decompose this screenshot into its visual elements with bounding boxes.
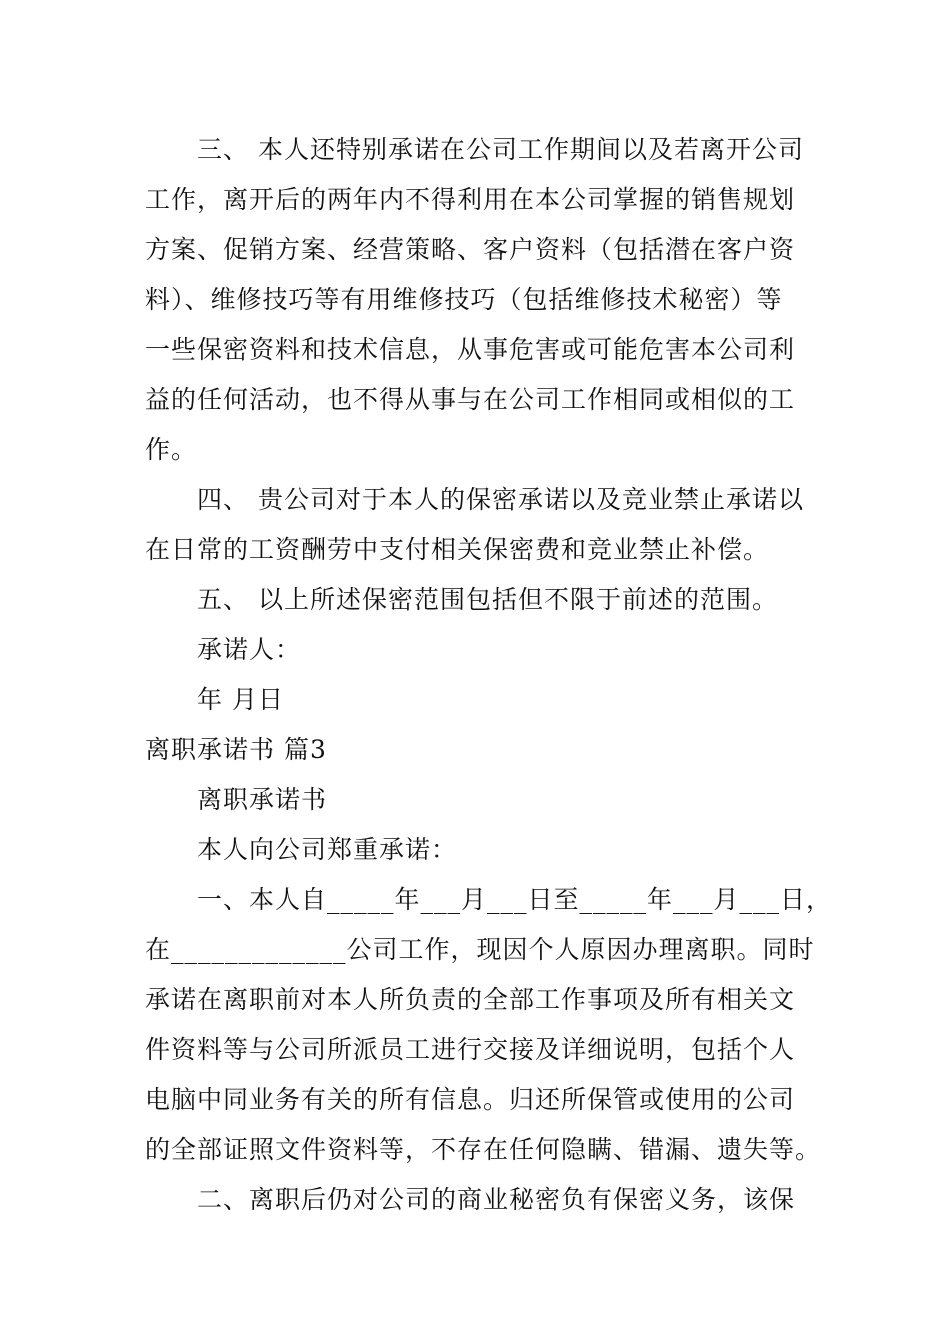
paragraph-5-line-1: 五、 以上所述保密范围包括但不限于前述的范围。 (197, 585, 778, 614)
paragraph-4-line-2: 在日常的工资酬劳中支付相关保密费和竞业禁止补偿。 (145, 535, 770, 564)
promisor-label: 承诺人： (197, 635, 302, 664)
clause-1-line-3: 承诺在离职前对本人所负责的全部工作事项及所有相关文 (145, 985, 796, 1014)
date-line: 年 月日 (197, 685, 284, 714)
paragraph-3-line-4: 料）、维修技巧等有用维修技巧（包括维修技术秘密）等 (145, 285, 783, 314)
paragraph-3-line-7: 作。 (145, 435, 198, 464)
clause-1-line-4: 件资料等与公司所派员工进行交接及详细说明，包括个人 (145, 1035, 796, 1064)
paragraph-3-line-2: 工作，离开后的两年内不得利用在本公司掌握的销售规划 (145, 185, 796, 214)
paragraph-3-line-1: 三、 本人还特别承诺在公司工作期间以及若离开公司 (197, 135, 804, 164)
clause-1-line-6: 的全部证照文件资料等，不存在任何隐瞒、错漏、遗失等。 (145, 1135, 822, 1164)
clause-1-line-2: 在_____________公司工作，现因个人原因办理离职。同时 (145, 935, 815, 964)
paragraph-4-line-1: 四、 贵公司对于本人的保密承诺以及竞业禁止承诺以 (197, 485, 804, 514)
clause-2-line-1: 二、离职后仍对公司的商业秘密负有保密义务，该保 (197, 1185, 796, 1214)
section-heading: 离职承诺书 篇3 (145, 735, 327, 764)
clause-1-line-5: 电脑中同业务有关的所有信息。归还所保管或使用的公司 (145, 1085, 796, 1114)
paragraph-3-line-6: 益的任何活动，也不得从事与在公司工作相同或相似的工 (145, 385, 796, 414)
document-title: 离职承诺书 (197, 785, 328, 814)
paragraph-3-line-3: 方案、促销方案、经营策略、客户资料（包括潜在客户资 (145, 235, 796, 264)
opening-statement: 本人向公司郑重承诺： (197, 835, 458, 864)
paragraph-3-line-5: 一些保密资料和技术信息，从事危害或可能危害本公司利 (145, 335, 796, 364)
clause-1-line-1: 一、本人自_____年___月___日至_____年___月___日， (197, 885, 833, 914)
